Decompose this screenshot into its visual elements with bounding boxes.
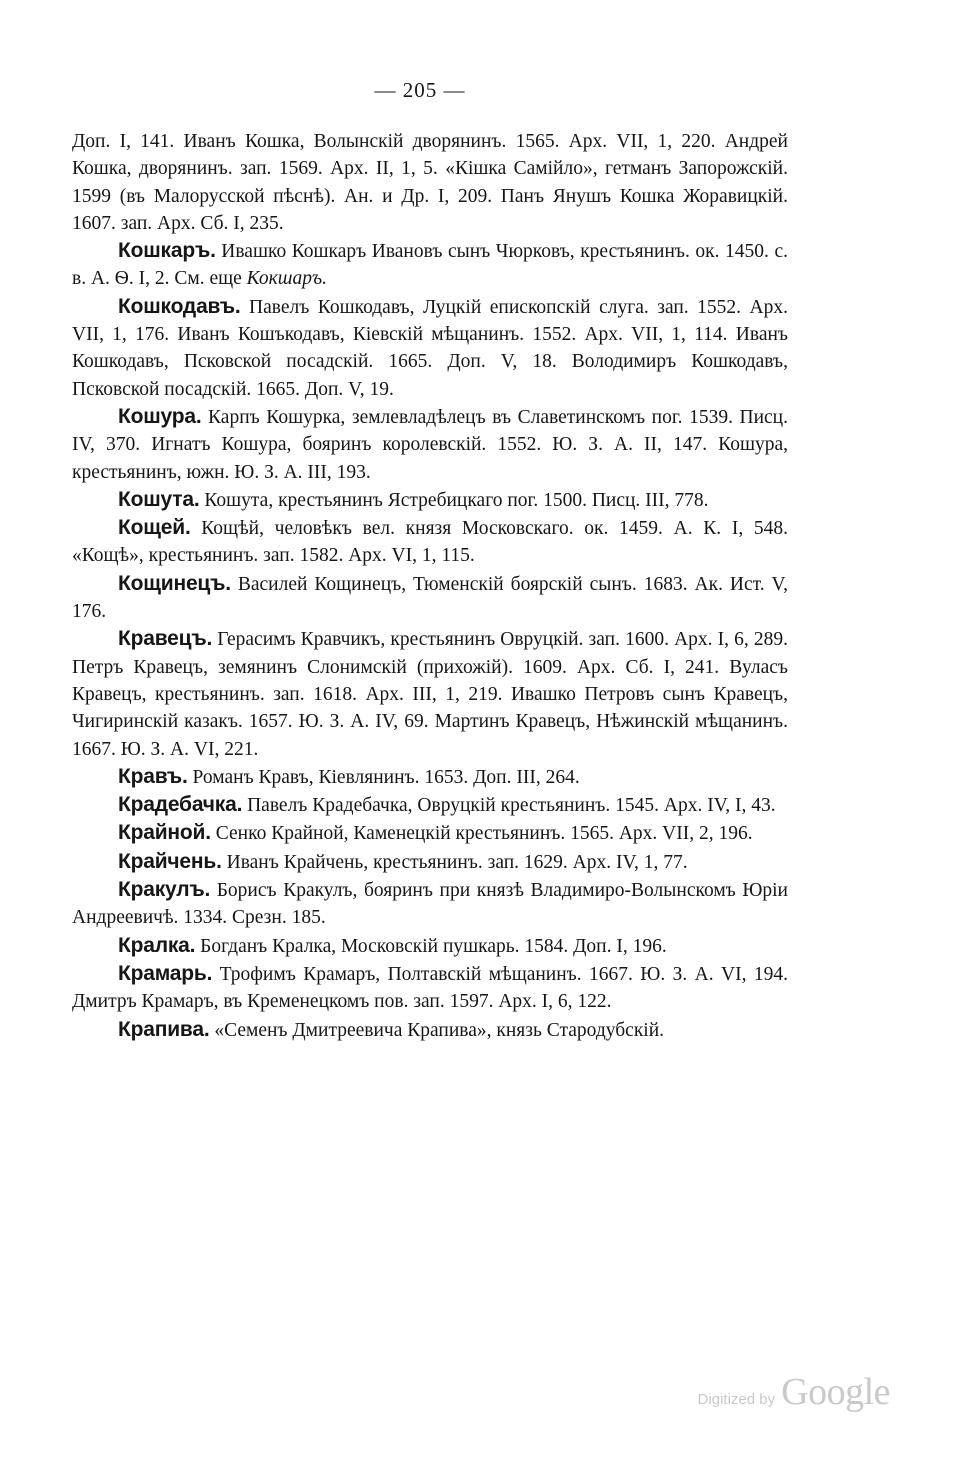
entry-text: Карпъ Кошурка, землевладѣлецъ въ Славетинскомъ пог. 1539. Писц. IV, 370. Игнатъ Кошура, бояринъ королевскій. 1552. Ю. З. А. II, 147. Кошура, крестьянинъ, южн. Ю. З. А. III, 193. xyxy=(72,406,788,483)
entry-paragraph xyxy=(72,237,788,293)
entry-paragraph xyxy=(72,403,788,486)
entry-text: Герасимъ Кравчикъ, крестьянинъ Овруцкій. зап. 1600. Арх. I, 6, 289. Петръ Кравецъ, земянинъ Слонимскій (прихожій). 1609. Арх. Сб. I, 241. Вуласъ Кравецъ, крестьянинъ. зап. 1618. Арх. III, 1, 219. Ивашко Петровъ сынъ Кравецъ, Чигиринскій казакъ. 1657. Ю. З. А. IV, 69. Мартинъ Кравецъ, Нѣжинскій мѣщанинъ. 1667. Ю. З. А. VI, 221. xyxy=(72,629,788,760)
entry-text: Богданъ Кралка, Московскій пушкарь. 1584. Доп. I, 196. xyxy=(195,935,667,957)
google-logo: Google xyxy=(781,1371,890,1413)
entry-headword: Кощинецъ. xyxy=(118,571,231,595)
entry-headword: Кравецъ. xyxy=(118,627,213,651)
entry-paragraph xyxy=(72,1016,788,1044)
entry-text: Иванъ Крайчень, крестьянинъ. зап. 1629. Арх. IV, 1, 77. xyxy=(221,851,688,873)
entry-paragraph xyxy=(72,848,788,876)
entry-text: Борисъ Кракулъ, бояринъ при князѣ Владимиро-Волынскомъ Юріи Андреевичѣ. 1334. Срезн. 185. xyxy=(72,880,788,929)
entry-paragraph xyxy=(72,819,788,847)
entry-text: «Семенъ Дмитреевича Крапива», князь Стародубскій. xyxy=(209,1019,665,1041)
entry-crossref: Кокшаръ. xyxy=(246,268,327,290)
entry-text: Сенко Крайной, Каменецкій крестьянинъ. 1565. Арх. VII, 2, 196. xyxy=(210,823,753,845)
entry-paragraph xyxy=(72,876,788,932)
entry-headword: Кошкодавъ. xyxy=(118,294,241,318)
entry-text: Кощѣй, человѣкъ вел. князя Московскаго. ок. 1459. А. К. I, 548. «Кощѣ», крестьянинъ. зап. 1582. Арх. VI, 1, 115. xyxy=(72,518,788,567)
page-number: — 205 — xyxy=(374,78,466,102)
entry-text: Кошута, крестьянинъ Ястребицкаго пог. 1500. Писц. III, 778. xyxy=(199,489,709,511)
watermark-digitized-label: Digitized by xyxy=(697,1391,776,1408)
dictionary-text xyxy=(72,128,788,1044)
entry-headword: Кошута. xyxy=(118,487,200,511)
entry-paragraph xyxy=(72,763,788,791)
entry-paragraph xyxy=(72,486,788,514)
digitized-by-google-watermark xyxy=(698,1370,890,1414)
entry-text: Ивашко Кошкаръ Ивановъ сынъ Чюрковъ, крестьянинъ. ок. 1450. с. в. А. Ѳ. I, 2. См. еще xyxy=(72,241,788,290)
entry-headword: Кракулъ. xyxy=(118,878,211,902)
entry-paragraph xyxy=(72,932,788,960)
entry-text: Павелъ Крадебачка, Овруцкій крестьянинъ. 1545. Арх. IV, I, 43. xyxy=(242,795,776,817)
entry-text: Трофимъ Крамаръ, Полтавскій мѣщанинъ. 1667. Ю. З. А. VI, 194. Дмитръ Крамаръ, въ Кременецкомъ пов. зап. 1597. Арх. I, 6, 122. xyxy=(72,963,788,1013)
entry-headword: Крайной. xyxy=(118,821,211,845)
entry-paragraph xyxy=(72,791,788,819)
entry-headword: Крапива. xyxy=(118,1017,210,1041)
entry-headword: Крайчень. xyxy=(118,849,222,873)
entry-paragraph xyxy=(72,293,788,403)
entry-headword: Кралка. xyxy=(118,933,196,957)
entry-headword: Кощей. xyxy=(118,516,191,540)
entry-paragraph xyxy=(72,960,788,1016)
entry-paragraph xyxy=(72,514,788,570)
entry-text: Романъ Кравъ, Кіевлянинъ. 1653. Доп. III, 264. xyxy=(187,766,580,788)
entry-paragraph xyxy=(72,570,788,626)
entry-headword: Кошкаръ. xyxy=(118,239,216,263)
entry-headword: Крадебачка. xyxy=(118,793,243,817)
entry-headword: Кравъ. xyxy=(118,764,188,788)
entry-paragraph xyxy=(72,625,788,762)
entry-text: Василей Кощинецъ, Тюменскій боярскій сынъ. 1683. Ак. Ист. V, 176. xyxy=(72,573,788,623)
entry-headword: Крамарь. xyxy=(118,961,213,985)
entry-text: Павелъ Кошкодавъ, Луцкій епископскій слуга. зап. 1552. Арх. VII, 1, 176. Иванъ Кошъкодавъ, Кіевскій мѣщанинъ. 1552. Арх. VII, 1, 114. Иванъ Кошкодавъ, Псковской посадскій. 1665. Доп. V, 18. Володимиръ Кошкодавъ, Псковской посадскій. 1665. Доп. V, 19. xyxy=(72,296,788,400)
entry-headword: Кошура. xyxy=(118,404,202,428)
entry-text: Доп. I, 141. Иванъ Кошка, Волынскій дворянинъ. 1565. Арх. VII, 1, 220. Андрей Кошка, дворянинъ. зап. 1569. Арх. II, 1, 5. «Кішка Самійло», гетманъ Запорожскій. 1599 (въ Малорусской пѣснѣ). Ан. и Др. I, 209. Панъ Янушъ Кошка Жоравицкій. 1607. зап. Арх. Сб. I, 235. xyxy=(72,131,788,234)
entry-paragraph xyxy=(72,128,788,237)
